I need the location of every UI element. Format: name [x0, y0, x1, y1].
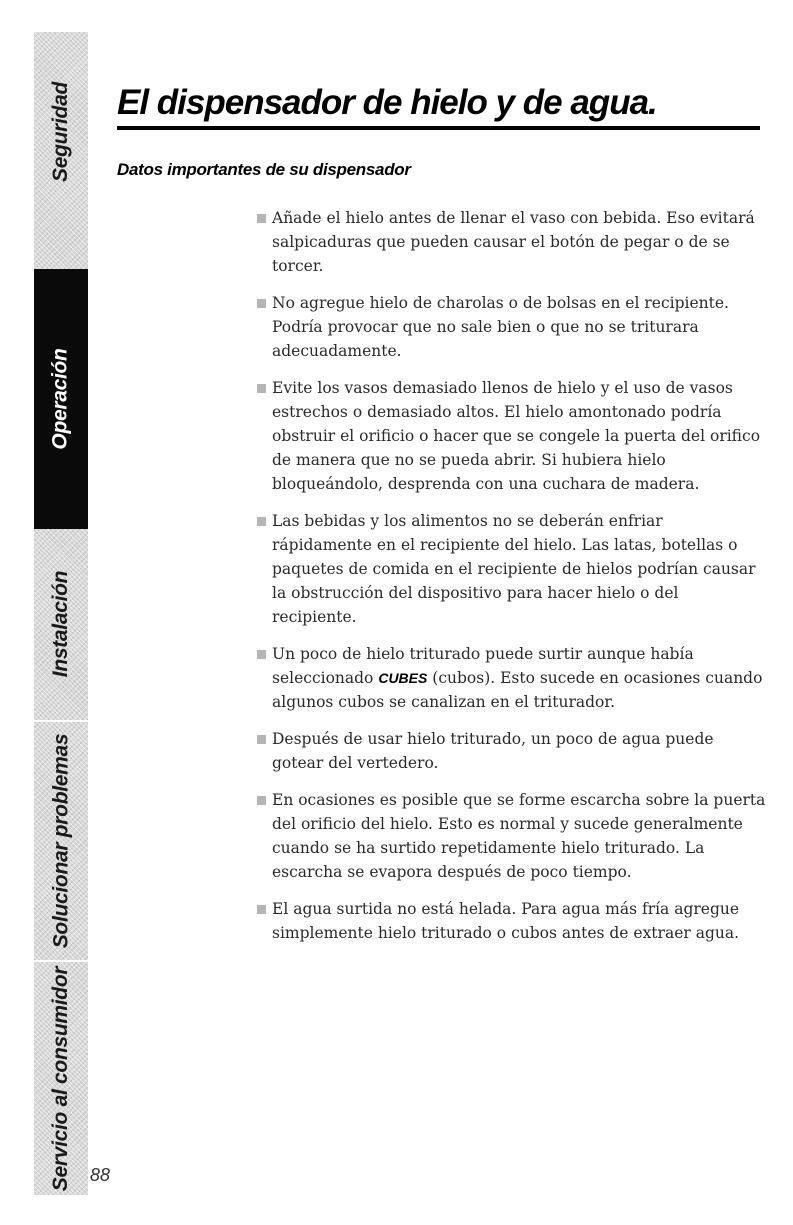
tab-instalacion[interactable]	[34, 529, 88, 719]
tips-list	[257, 206, 767, 958]
tab-label: Operación	[49, 348, 73, 450]
section-sidebar	[34, 32, 88, 1195]
page-title: El dispensador de hielo y de agua.	[117, 83, 657, 122]
item-text: Añade el hielo antes de llenar el vaso con bebida. Eso evitará salpicaduras que pueden causar el botón de pegar o de se torcer.	[272, 209, 755, 275]
bullet-square-icon	[257, 905, 266, 914]
list-item	[257, 509, 767, 629]
item-text: En ocasiones es posible que se forme escarcha sobre la puerta del orificio del hielo. Esto es normal y sucede generalmente cuando se ha surtido repetidamente hielo triturado. La escarcha se evapora después de poco tiempo.	[272, 791, 766, 881]
cubes-setting-label: CUBES	[378, 670, 428, 686]
item-text: Después de usar hielo triturado, un poco de agua puede gotear del vertedero.	[272, 730, 714, 772]
section-subtitle: Datos importantes de su dispensador	[117, 160, 411, 179]
list-item	[257, 897, 767, 945]
tab-operacion[interactable]	[34, 269, 88, 529]
bullet-square-icon	[257, 650, 266, 659]
tab-label: Seguridad	[49, 82, 73, 182]
bullet-square-icon	[257, 384, 266, 393]
bullet-square-icon	[257, 299, 266, 308]
page-number: 88	[90, 1165, 111, 1185]
bullet-square-icon	[257, 214, 266, 223]
list-item	[257, 788, 767, 884]
tab-solucionar-problemas[interactable]	[34, 722, 88, 960]
tab-seguridad[interactable]	[34, 32, 88, 232]
bullet-square-icon	[257, 735, 266, 744]
tab-label: Instalación	[49, 570, 72, 678]
bullet-square-icon	[257, 517, 266, 526]
title-rule	[117, 126, 760, 130]
item-text: Evite los vasos demasiado llenos de hielo y el uso de vasos estrechos o demasiado altos. El hielo amontonado podría obstruir el orificio o hacer que se congele la puerta del orifico de manera que no se pueda abrir. Si hubiera hielo bloqueándolo, desprenda con una cuchara de madera.	[272, 379, 761, 493]
item-text: Las bebidas y los alimentos no se deberán enfriar rápidamente en el recipiente del hielo. Las latas, botellas o paquetes de comida en el recipiente de hielos podrían causar la obstrucción del dispositivo para hacer hielo o del recipiente.	[272, 512, 756, 626]
item-text-before: Un poco de hielo triturado puede surtir aunque había seleccionado	[272, 645, 694, 687]
list-item	[257, 206, 767, 278]
item-text: El agua surtida no está helada. Para agua más fría agregue simplemente hielo triturado o cubos antes de extraer agua.	[272, 900, 740, 942]
list-item	[257, 376, 767, 496]
list-item	[257, 291, 767, 363]
bullet-square-icon	[257, 796, 266, 805]
list-item	[257, 727, 767, 775]
item-text-after: (cubos). Esto sucede en ocasiones cuando algunos cubos se canalizan en el triturador.	[272, 669, 763, 711]
item-text	[272, 642, 767, 714]
tab-label: Servicio al consumidor	[49, 966, 73, 1191]
tab-servicio-al-consumidor[interactable]	[34, 962, 88, 1195]
tab-label: Solucionar problemas	[49, 733, 72, 949]
item-text: No agregue hielo de charolas o de bolsas en el recipiente. Podría provocar que no sale bien o que no se triturara adecuadamente.	[272, 294, 729, 360]
list-item	[257, 642, 767, 714]
